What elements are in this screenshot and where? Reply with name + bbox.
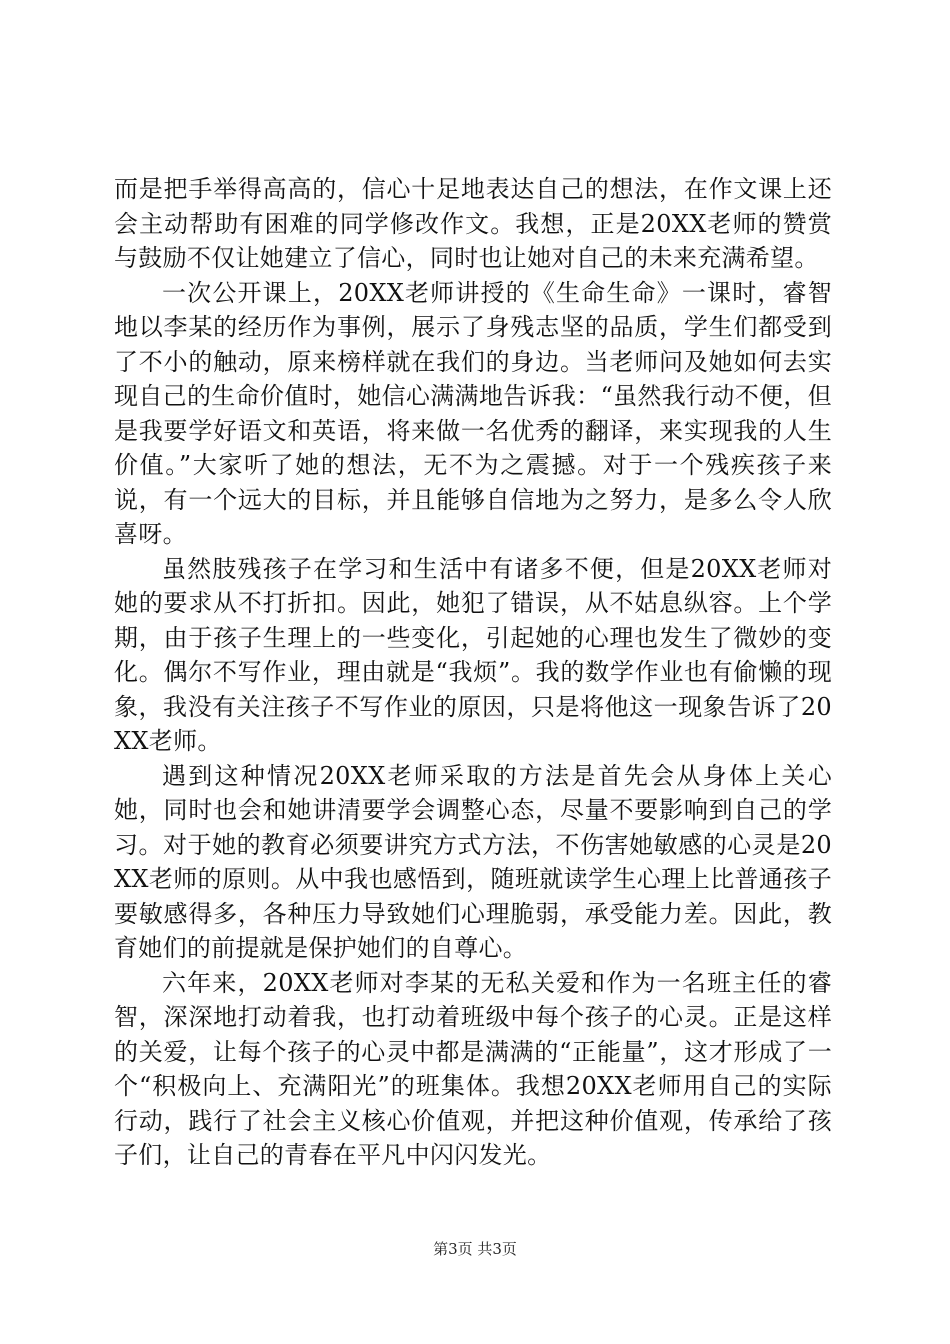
paragraph-5: 六年来，20XX老师对李某的无私关爱和作为一名班主任的睿智，深深地打动着我，也打动着班级中每个孩子的心灵。正是这样的关爱，让每个孩子的心灵中都是满满的“正能量”，这才形成了一个“积极向上、充满阳光”的班集体。我想20XX老师用自己的实际行动，践行了社会主义核心价值观，并把这种价值观，传承给了孩子们，让自己的青春在平凡中闪闪发光。 — [114, 968, 832, 1169]
paragraph-1: 而是把手举得高高的，信心十足地表达自己的想法，在作文课上还会主动帮助有困难的同学修改作文。我想，正是20XX老师的赞赏与鼓励不仅让她建立了信心，同时也让她对自己的未来充满希望。 — [114, 175, 832, 272]
page-footer: 第3页 共3页 — [433, 1240, 517, 1258]
paragraph-2: 一次公开课上，20XX老师讲授的《生命生命》一课时，睿智地以李某的经历作为事例，展示了身残志坚的品质，学生们都受到了不小的触动，原来榜样就在我们的身边。当老师问及她如何去实现自己的生命价值时，她信心满满地告诉我：“虽然我行动不便，但是我要学好语文和英语，将来做一名优秀的翻译，来实现我的人生价值。”大家听了她的想法，无不为之震撼。对于一个残疾孩子来说，有一个远大的目标，并且能够自信地为之努力，是多么令人欣喜呀。 — [114, 278, 832, 548]
paragraph-4: 遇到这种情况20XX老师采取的方法是首先会从身体上关心她，同时也会和她讲清要学会调整心态，尽量不要影响到自己的学习。对于她的教育必须要讲究方式方法，不伤害她敏感的心灵是20XX老师的原则。从中我也感悟到，随班就读学生心理上比普通孩子要敏感得多，各种压力导致她们心理脆弱，承受能力差。因此，教育她们的前提就是保护她们的自尊心。 — [114, 761, 832, 962]
paragraph-3: 虽然肢残孩子在学习和生活中有诸多不便，但是20XX老师对她的要求从不打折扣。因此，她犯了错误，从不姑息纵容。上个学期，由于孩子生理上的一些变化，引起她的心理也发生了微妙的变化。偶尔不写作业，理由就是“我烦”。我的数学作业也有偷懒的现象，我没有关注孩子不写作业的原因，只是将他这一现象告诉了20XX老师。 — [114, 554, 832, 755]
document-body — [114, 172, 832, 1173]
